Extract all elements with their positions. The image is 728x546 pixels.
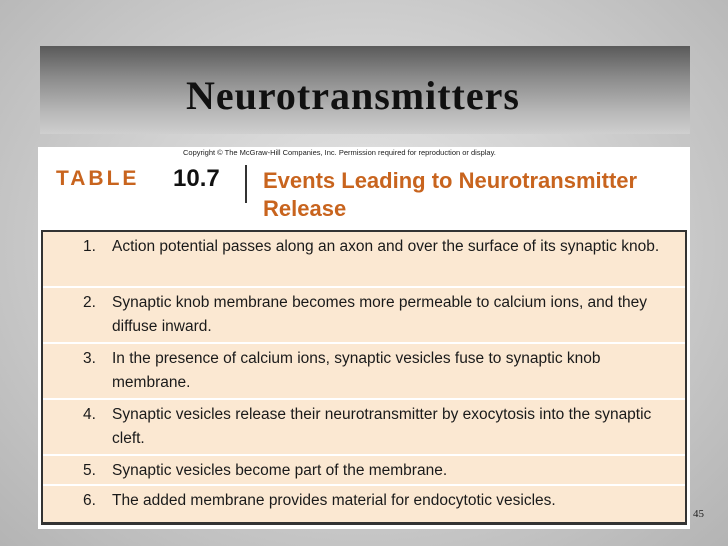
slide-title: Neurotransmitters (186, 73, 520, 118)
row-number: 4. (83, 406, 96, 423)
table-panel (38, 147, 690, 529)
table-row (43, 344, 685, 400)
row-number: 2. (83, 294, 96, 311)
row-number: 6. (83, 492, 96, 509)
row-text: Action potential passes along an axon and over the surface of its synaptic knob. (112, 238, 660, 255)
copyright-notice: Copyright © The McGraw-Hill Companies, Inc. Permission required for reproduction or display. (183, 148, 496, 157)
table-heading: Events Leading to Neurotransmitter Release (263, 168, 638, 221)
row-number: 3. (83, 350, 96, 367)
table-body (41, 230, 687, 525)
table-row (43, 486, 685, 516)
table-divider (245, 165, 247, 203)
table-row (43, 232, 685, 288)
table-label: TABLE (56, 167, 140, 190)
row-text: Synaptic knob membrane becomes more permeable to calcium ions, and they diffuse inward. (112, 294, 648, 335)
page-number: 45 (693, 508, 704, 520)
table-row (43, 456, 685, 486)
row-text: The added membrane provides material for endocytotic vesicles. (112, 492, 556, 509)
row-text: Synaptic vesicles release their neurotransmitter by exocytosis into the synaptic cleft. (112, 406, 652, 447)
table-row (43, 400, 685, 456)
table-number: 10.7 (173, 165, 220, 192)
row-number: 5. (83, 462, 96, 479)
row-text: Synaptic vesicles become part of the membrane. (112, 462, 448, 479)
table-row (43, 288, 685, 344)
row-number: 1. (83, 238, 96, 255)
row-text: In the presence of calcium ions, synaptic vesicles fuse to synaptic knob membrane. (112, 350, 601, 391)
